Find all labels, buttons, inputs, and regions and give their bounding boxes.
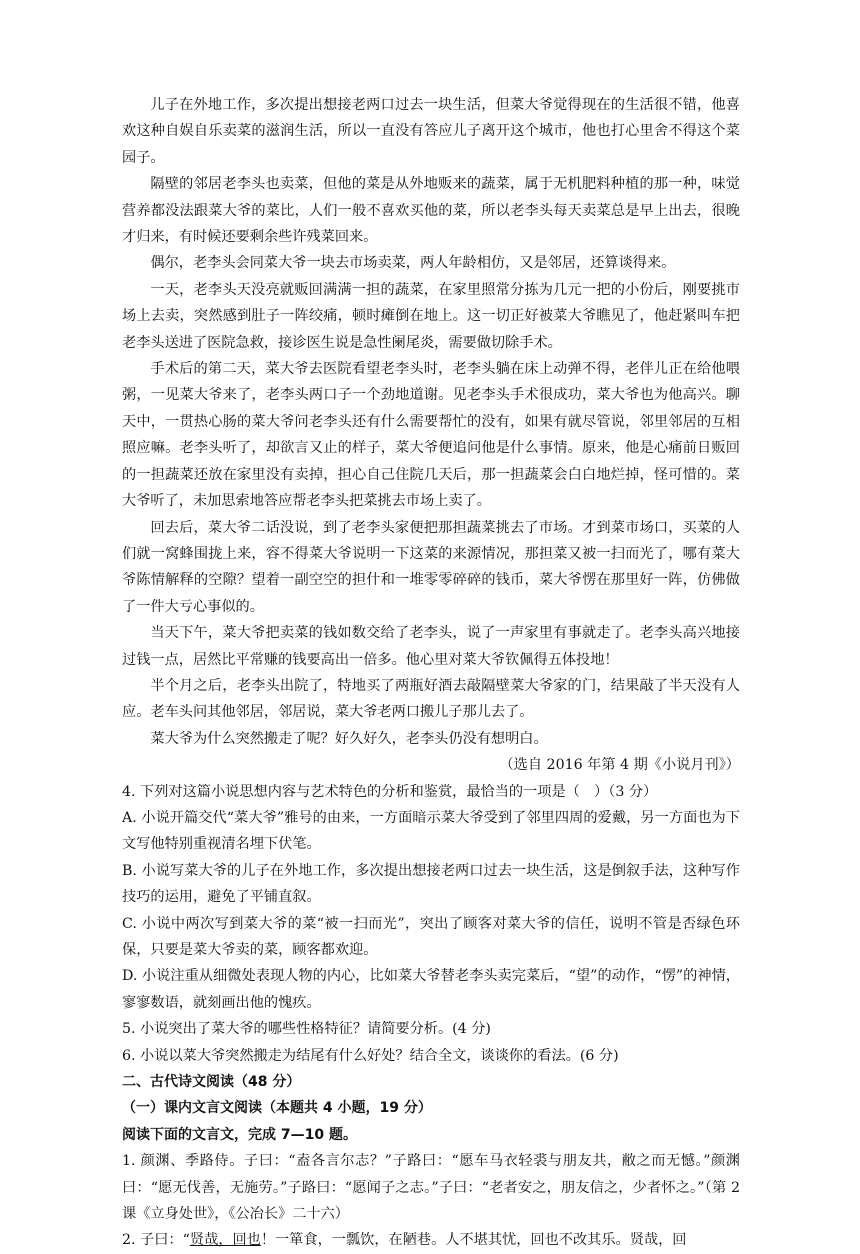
classical-text-2-prefix: 2. 子曰：“ (122, 1232, 190, 1249)
story-source: （选自 2016 年第 4 期《小说月刊》） (499, 757, 740, 774)
underlined-phrase: 贤哉，回也 (189, 1232, 261, 1249)
story-paragraph-8: 半个月之后，老李头出院了，特地买了两瓶好酒去敲隔壁菜大爷家的门，结果敲了半天没有人应。老车头问其他邻居，邻居说，菜大爷老两口搬儿子那儿去了。 (122, 677, 740, 721)
story-paragraph-3: 偶尔，老李头会同菜大爷一块去市场卖菜，两人年龄相仿，又是邻居，还算谈得来。 (150, 255, 676, 272)
question-4-option-c: C. 小说中两次写到菜大爷的菜“被一扫而光”，突出了顾客对菜大爷的信任，说明不管是否绿色环保，只要是菜大爷卖的菜，顾客都欢迎。 (122, 915, 740, 958)
reading-directions: 阅读下面的文言文，完成 7—10 题。 (122, 1126, 357, 1143)
question-6: 6. 小说以菜大爷突然搬走为结尾有什么好处？结合全文，谈谈你的看法。(6 分) (122, 1047, 619, 1064)
story-paragraph-6: 回去后，菜大爷二话没说，到了老李头家便把那担蔬菜挑去了市场。才到菜市场口，买菜的人们就一窝蜂围拢上来，容不得菜大爷说明一下这菜的来源情况，那担菜又被一扫而光了，哪有菜大爷陈情解释的空隙？望着一副空空的担什和一堆零零碎碎的钱币，菜大爷愣在那里好一阵，仿佛做了一件大亏心事似的。 (122, 519, 740, 615)
classical-text-2 (122, 1227, 740, 1253)
question-4-option-d: D. 小说注重从细微处表现人物的内心，比如菜大爷替老李头卖完菜后，“望”的动作，“愣”的神情，寥寥数语，就刻画出他的愧疚。 (122, 968, 740, 1011)
question-4-option-a: A. 小说开篇交代“菜大爷”雅号的由来，一方面暗示菜大爷受到了邻里四周的爱戴，另一方面也为下文写他特别重视清名埋下伏笔。 (122, 809, 740, 853)
section-heading: 二、古代诗文阅读（48 分） (122, 1074, 301, 1091)
story-paragraph-2: 隔壁的邻居老李头也卖菜，但他的菜是从外地贩来的蔬菜，属于无机肥料种植的那一种，味觉营养都没法跟菜大爷的菜比，人们一般不喜欢买他的菜，所以老李头每天卖菜总是早上出去，很晚才归来，有时候还要剩余些许残菜回来。 (122, 176, 740, 246)
subsection-heading: （一）课内文言文阅读（本题共 4 小题，19 分） (122, 1100, 432, 1117)
question-5: 5. 小说突出了菜大爷的哪些性格特征？请简要分析。(4 分) (122, 1021, 491, 1038)
story-paragraph-9: 菜大爷为什么突然搬走了呢？好久好久，老李头仍没有想明白。 (150, 730, 548, 747)
question-4-option-b: B. 小说写菜大爷的儿子在外地工作，多次提出想接老两口过去一块生活，这是倒叙手法，这种写作技巧的运用，避免了平铺直叙。 (122, 862, 740, 906)
document-page (122, 92, 740, 1254)
story-paragraph-4: 一天，老李头天没亮就贩回满满一担的蔬菜，在家里照常分拣为几元一把的小份后，刚要挑市场上去卖，突然感到肚子一阵绞痛，顿时瘫倒在地上。这一切正好被菜大爷瞧见了，他赶紧叫车把老李头送进了医院急救，接诊医生说是急性阑尾炎，需要做切除手术。 (122, 281, 740, 351)
classical-text-1: 1. 颜渊、季路侍。子曰：“盍各言尔志？”子路曰：“愿车马衣轻裘与朋友共，敝之而无憾。”颜渊曰：“愿无伐善，无施劳。”子路曰：“愿闻子之志。”子曰：“老者安之，朋友信之，少者怀之。”（第 2 课《立身处世》，《公冶长》二十六） (122, 1153, 740, 1223)
classical-text-2-rest: ！一箪食，一瓢饮，在陋巷。人不堪其忧，回也不改其乐。贤哉，回 (260, 1232, 687, 1249)
story-paragraph-7: 当天下午，菜大爷把卖菜的钱如数交给了老李头，说了一声家里有事就走了。老李头高兴地接过钱一点，居然比平常赚的钱要高出一倍多。他心里对菜大爷钦佩得五体投地！ (122, 625, 740, 668)
story-paragraph-5: 手术后的第二天，菜大爷去医院看望老李头时，老李头躺在床上动弹不得，老伴儿正在给他喂粥，一见菜大爷来了，老李头两口子一个劲地道谢。见老李头手术很成功，菜大爷也为他高兴。聊天中，一贯热心肠的菜大爷问老李头还有什么需要帮忙的没有，如果有就尽管说，邻里邻居的互相照应嘛。老李头听了，却欲言又止的样子，菜大爷便追问他是什么事情。原来，他是心痛前日贩回的一担蔬菜还放在家里没有卖掉，担心自己住院几天后，那一担蔬菜会白白地烂掉，怪可惜的。菜大爷听了，未加思索地答应帮老李头把菜挑去市场上卖了。 (122, 361, 740, 510)
story-paragraph-1: 儿子在外地工作，多次提出想接老两口过去一块生活，但菜大爷觉得现在的生活很不错，他喜欢这种自娱自乐卖菜的滋润生活，所以一直没有答应儿子离开这个城市，他也打心里舍不得这个菜园子。 (122, 97, 740, 166)
question-4-stem: 4. 下列对这篇小说思想内容与艺术特色的分析和鉴赏，最恰当的一项是（ ）（3 分） (122, 783, 658, 800)
